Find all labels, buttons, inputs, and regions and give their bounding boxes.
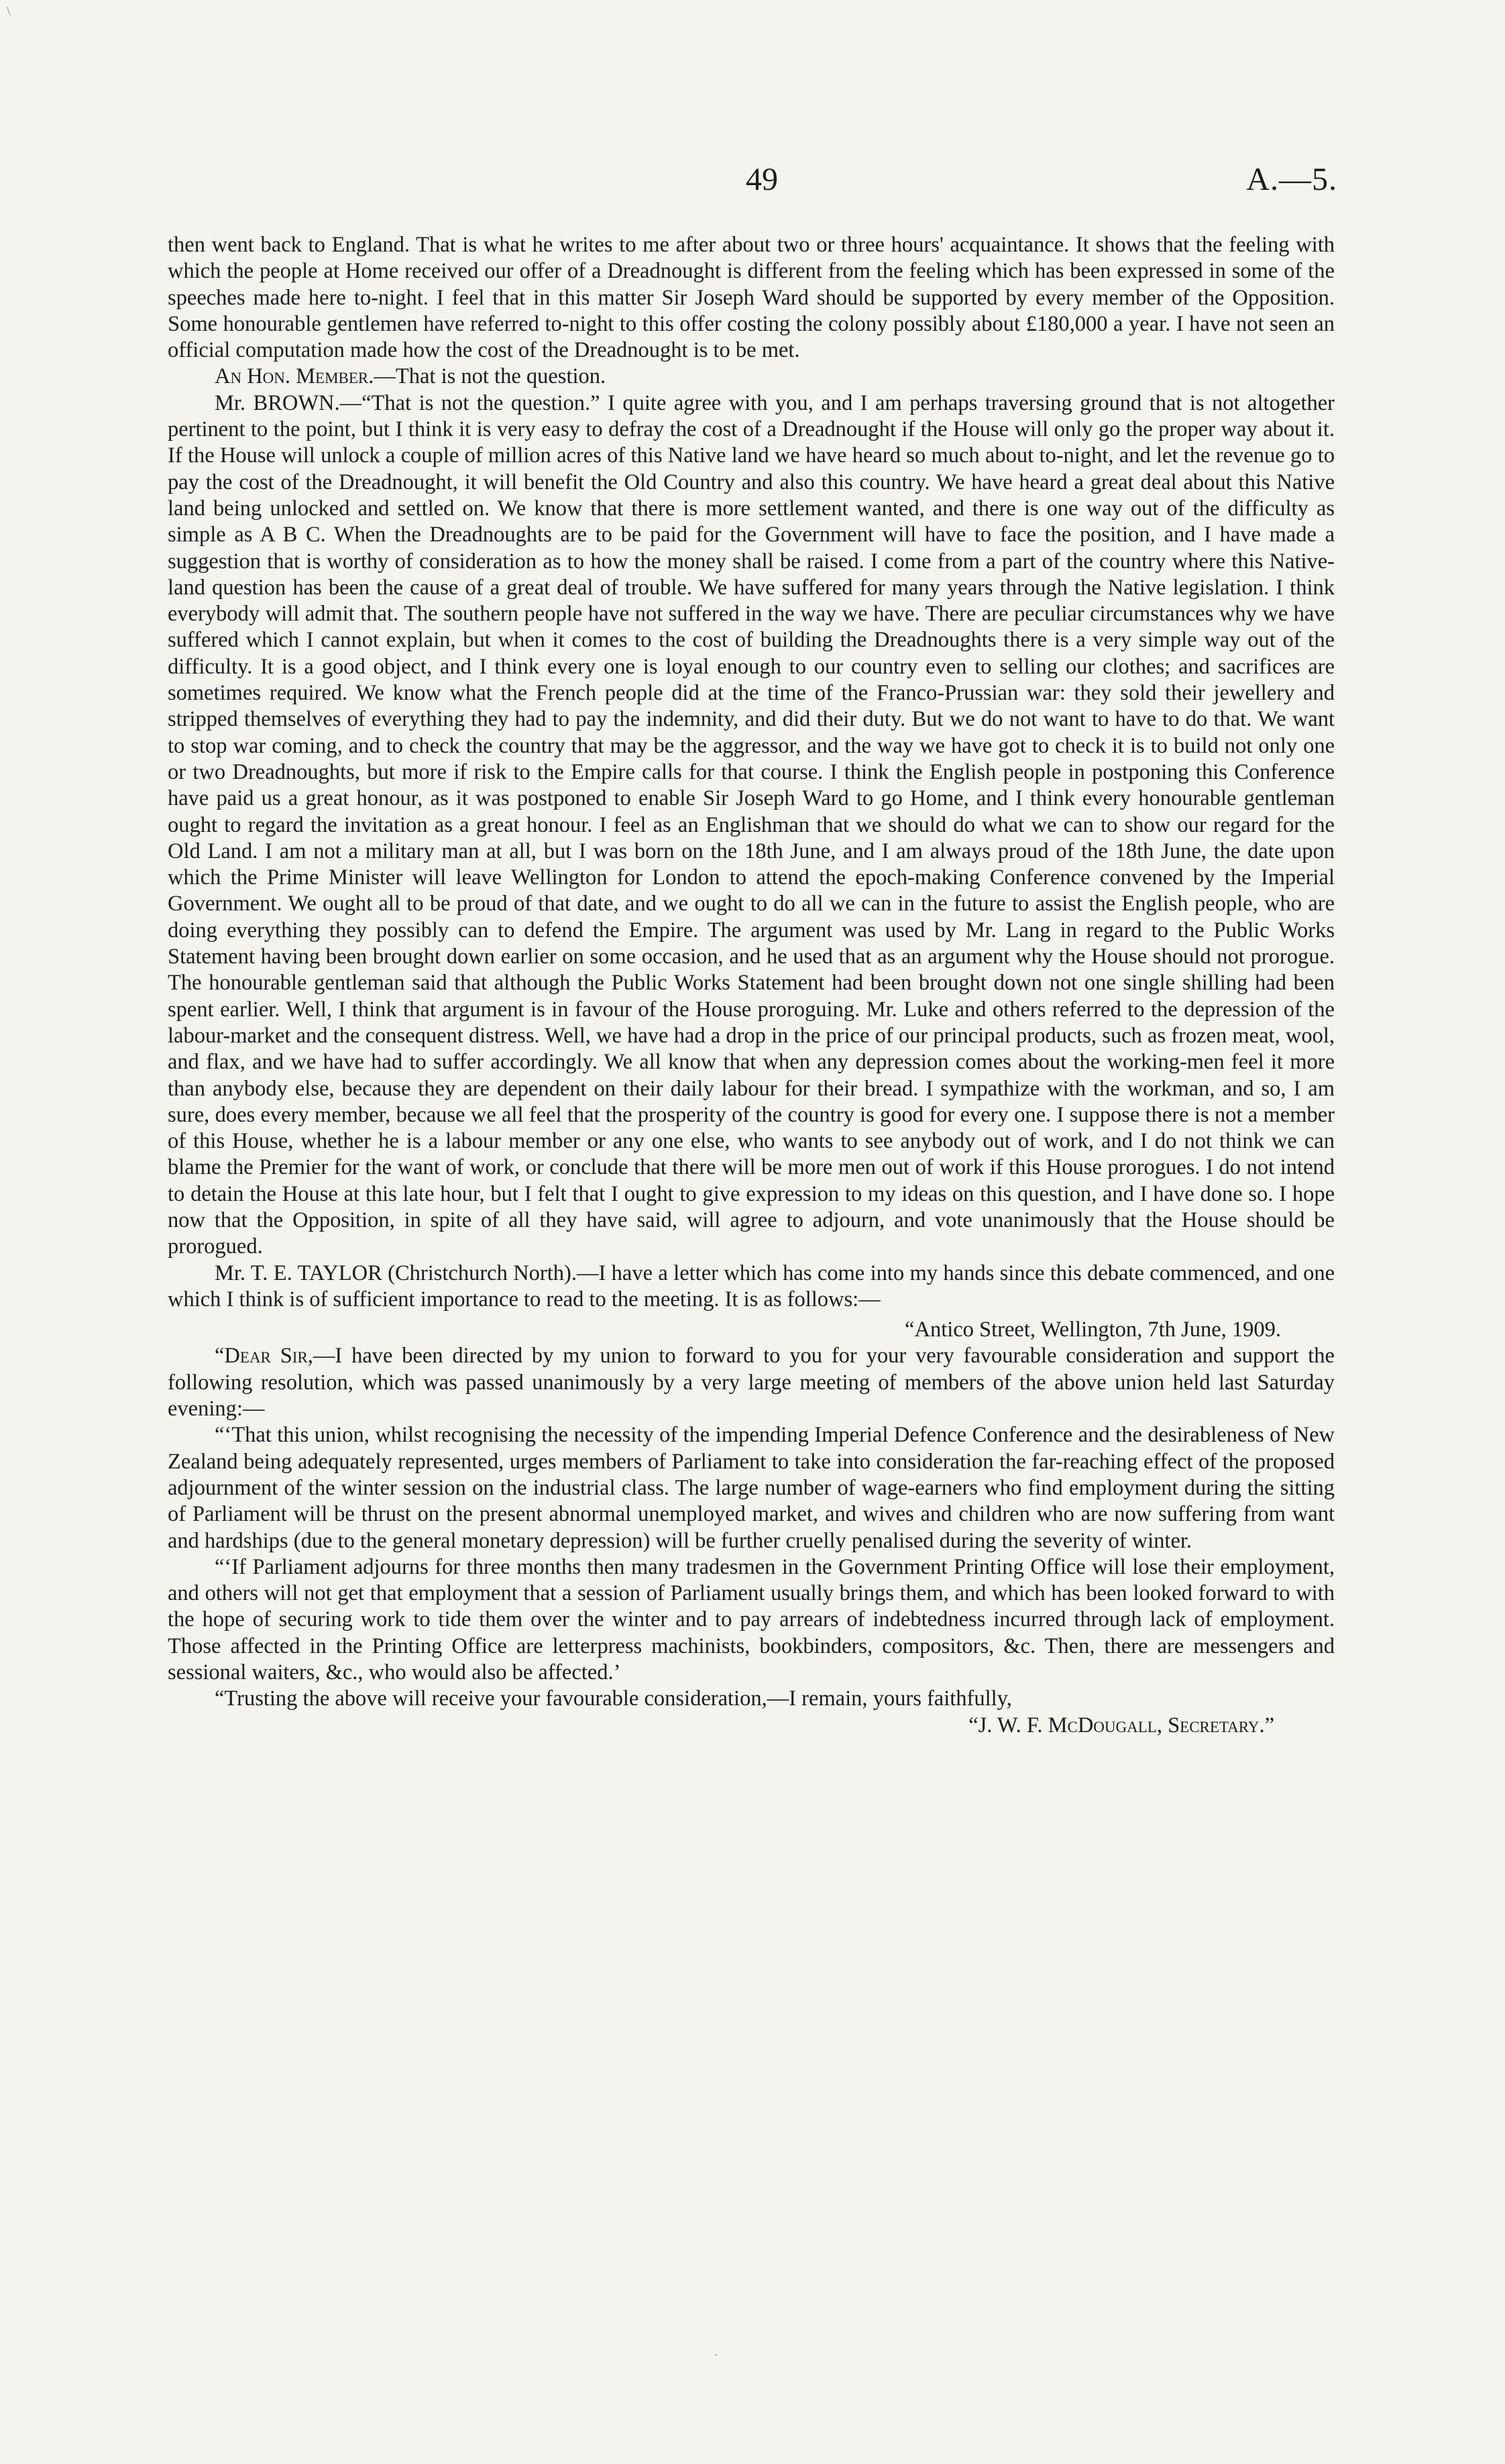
scan-mark: · (714, 2348, 718, 2363)
letter-signature: “J. W. F. McDougall, Secretary.” (968, 1713, 1274, 1737)
letter-opening-text: —I have been directed by my union to forward to you for your very favourable consideration and support the following resolution, which was passed unanimously by a very large meeting of members of the above union held last Saturday evening:— (168, 1344, 1335, 1422)
interjection-text: —That is not the question. (374, 364, 606, 389)
paragraph-brown-speech: Mr. BROWN.—“That is not the question.” I quite agree with you, and I am perhaps traversing ground that is not altogether pertinent to the point, but I think it is very easy to defray the cost of a Dreadnought if the House will only go the proper way about it. If the House will unlock a couple of million acres of this Native land we have heard so much about to-night, and let the revenue go to pay the cost of the Dreadnought, it will benefit the Old Country and also this country. We have heard a great deal about this Native land being unlocked and settled on. We know that there is more settlement wanted, and there is one way out of the difficulty as simple as A B C. When the Dreadnoughts are to be paid for the Government will have to face the position, and I have made a suggestion that is worthy of consideration as to how the money shall be raised. I come from a part of the country where this Native-land question has been the cause of a great deal of trouble. We have suffered for many years through the Native legislation. I think everybody will admit that. The southern people have not suffered in the way we have. There are peculiar circumstances why we have suffered which I cannot explain, but when it comes to the cost of building the Dreadnoughts there is a very simple way out of the difficulty. It is a good object, and I think every one is loyal enough to our country even to selling our clothes; and sacrifices are sometimes required. We know what the French people did at the time of the Franco-Prussian war: they sold their jewellery and stripped themselves of everything they had to pay the indemnity, and did their duty. But we do not want to have to do that. We want to stop war coming, and to check the country that may be the aggressor, and the way we have got to check it is to build not only one or two Dreadnoughts, but more if risk to the Empire calls for that course. I think the English people in postponing this Conference have paid us a great honour, as it was postponed to enable Sir Joseph Ward to go Home, and I think every honourable gentleman ought to regard the invitation as a great honour. I feel as an Englishman that we should do what we can to show our regard for the Old Land. I am not a military man at all, but I was born on the 18th June, and I am always proud of the 18th June, the date upon which the Prime Minister will leave Wellington for London to attend the epoch-making Conference convened by the Imperial Government. We ought all to be proud of that date, and we ought to do all we can in the future to assist the English people, who are doing everything they possibly can to defend the Empire. The argument was used by Mr. Lang in regard to the Public Works Statement having been brought down earlier on some occasion, and he used that as an argument why the House should not prorogue. The honourable gentleman said that although the Public Works Statement had been brought down not one single shilling had been spent earlier. Well, I think that argument is in favour of the House proroguing. Mr. Luke and others referred to the depression of the labour-market and the consequent distress. Well, we have had a drop in the price of our principal products, such as frozen meat, wool, and flax, and we have had to suffer accordingly. We all know that when any depression comes about the working-men feel it more than anybody else, because they are dependent on their daily labour for their bread. I sympathize with the workman, and so, I am sure, does every member, because we all feel that the prosperity of the country is good for every one. I suppose there is not a member of this House, whether he is a labour member or any one else, who wants to see anybody out of work, and I do not think we can blame the Premier for the want of work, or conclude that there will be more men out of work if this House prorogues. I do not intend to detain the House at this late hour, but I felt that I ought to give expression to my ideas on this question, and I have done so. I hope now that the Opposition, in spite of all they have said, will agree to adjourn, and vote unanimously that the House should be prorogued. (168, 390, 1335, 1259)
page-header (0, 161, 1505, 201)
page-body (168, 232, 1335, 1739)
speaker-name: An Hon. Member. (215, 364, 374, 389)
letter-opening (168, 1343, 1335, 1422)
resolution-paragraph-1: “‘That this union, whilst recognising the necessity of the impending Imperial Defence Conference and the desirableness of New Zealand being adequately represented, urges members of Parliament to take into consideration the far-reaching effect of the proposed adjournment of the winter session on the industrial class. The large number of wage-earners who find employment during the sitting of Parliament will be thrust on the present abnormal unemployed market, and wives and children who are now suffering from want and hardships (due to the general monetary depression) will be further cruelly penalised during the severity of winter. (168, 1423, 1335, 1553)
document-reference: A.—5. (1246, 162, 1337, 197)
paragraph-continuation: then went back to England. That is what he writes to me after about two or three hours' acquaintance. It shows that the feeling with which the people at Home received our offer of a Dreadnought is different from the feeling which has been expressed in some of the speeches made here to-night. I feel that in this matter Sir Joseph Ward should be supported by every member of the Opposition. Some honourable gentlemen have referred to-night to this offer costing the colony possibly about £180,000 a year. I have not seen an official computation made how the cost of the Dreadnought is to be met. (168, 233, 1335, 363)
paragraph-taylor-speech: Mr. T. E. TAYLOR (Christchurch North).—I have a letter which has come into my hands since this debate commenced, and one which I think is of sufficient importance to read to the meeting. It is as follows:— (168, 1261, 1335, 1311)
letter-salutation: “Dear Sir, (215, 1344, 313, 1369)
letter-closing: “Trusting the above will receive your favourable consideration,—I remain, yours faithfully, (215, 1686, 1012, 1711)
paragraph-interjection (168, 364, 1335, 390)
page-number: 49 (746, 162, 778, 197)
letter-date: “Antico Street, Wellington, 7th June, 1909. (905, 1318, 1281, 1342)
resolution-paragraph-2: “‘If Parliament adjourns for three months then many tradesmen in the Government Printing Office will lose their employment, and others will not get that employment that a session of Parliament usually brings them, and which has been looked forward to with the hope of securing work to tide them over the winter and to pay arrears of indebtedness incurred through lack of employment. Those affected in the Printing Office are letterpress machinists, bookbinders, compositors, &c. Then, there are messengers and sessional waiters, &c., who would also be affected.’ (168, 1554, 1335, 1685)
scan-mark: \ (7, 4, 11, 19)
